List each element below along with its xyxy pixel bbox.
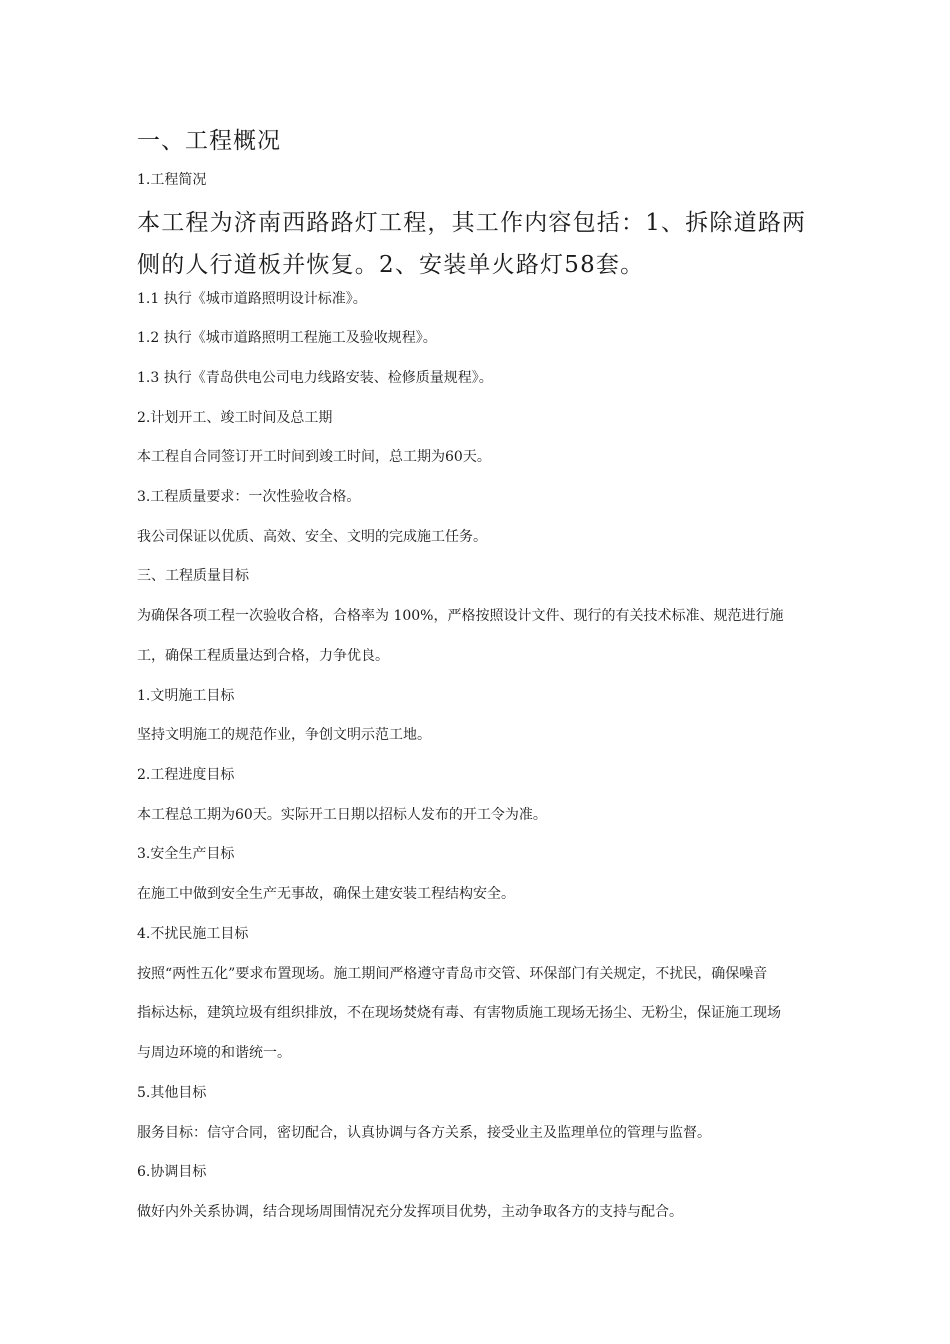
quality-commitment: 我公司保证以优质、高效、安全、文明的完成施工任务。: [137, 529, 487, 545]
civil-construction-title: 1.文明施工目标: [137, 688, 235, 704]
quality-goal-line-2: 工，确保工程质量达到合格，力争优良。: [137, 648, 389, 664]
progress-text: 本工程总工期为60天。实际开工日期以招标人发布的开工令为准。: [137, 807, 547, 823]
other-goals-text: 服务目标：信守合同，密切配合，认真协调与各方关系，接受业主及监理单位的管理与监督。: [137, 1125, 711, 1141]
project-intro-line-2: 侧的人行道板并恢复。2、安装单火路灯58套。: [137, 252, 645, 278]
residents-line-1: 按照“两性五化”要求布置现场。施工期间严格遵守青岛市交管、环保部门有关规定，不扰民，确保噪音: [137, 966, 768, 982]
standard-item: 1.2 执行《城市道路照明工程施工及验收规程》。: [137, 330, 437, 346]
project-intro-line-1: 本工程为济南西路路灯工程，其工作内容包括：1、拆除道路两: [137, 210, 807, 236]
quality-goal-title: 三、工程质量目标: [137, 568, 249, 584]
coordination-title: 6.协调目标: [137, 1164, 207, 1180]
other-goals-title: 5.其他目标: [137, 1085, 207, 1101]
residents-line-2: 指标达标，建筑垃圾有组织排放，不在现场焚烧有毒、有害物质施工现场无扬尘、无粉尘，保证施工现场: [137, 1005, 781, 1021]
residents-title: 4.不扰民施工目标: [137, 926, 249, 942]
section-heading-overview: 一、工程概况: [137, 128, 281, 154]
residents-line-3: 与周边环境的和谐统一。: [137, 1045, 291, 1061]
schedule-title: 2.计划开工、竣工时间及总工期: [137, 410, 333, 426]
project-brief-title: 1.工程简况: [137, 172, 207, 188]
civil-construction-text: 坚持文明施工的规范作业，争创文明示范工地。: [137, 727, 431, 743]
safety-title: 3.安全生产目标: [137, 846, 235, 862]
standard-item: 1.3 执行《青岛供电公司电力线路安装、检修质量规程》。: [137, 370, 493, 386]
coordination-text: 做好内外关系协调，结合现场周围情况充分发挥项目优势，主动争取各方的支持与配合。: [137, 1204, 683, 1220]
safety-text: 在施工中做到安全生产无事故，确保土建安装工程结构安全。: [137, 886, 515, 902]
standard-item: 1.1 执行《城市道路照明设计标准》。: [137, 291, 367, 307]
quality-goal-line-1: 为确保各项工程一次验收合格，合格率为 100%，严格按照设计文件、现行的有关技术标准、规范进行施: [137, 608, 784, 624]
quality-requirement: 3.工程质量要求：一次性验收合格。: [137, 489, 361, 505]
progress-title: 2.工程进度目标: [137, 767, 235, 783]
schedule-text: 本工程自合同签订开工时间到竣工时间，总工期为60天。: [137, 449, 491, 465]
